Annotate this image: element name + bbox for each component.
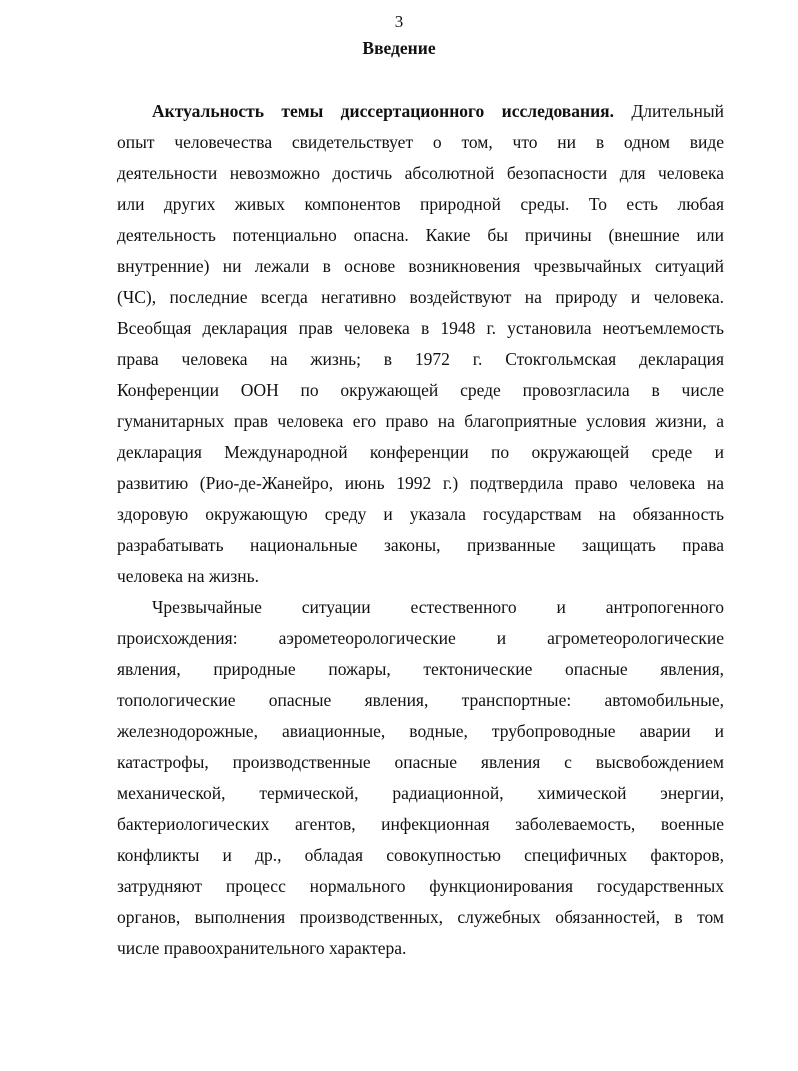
text-line: внутренние) ни лежали в основе возникновения чрезвычайных ситуаций: [117, 256, 724, 276]
text-line: конфликты и др., обладая совокупностью специфичных факторов,: [117, 845, 724, 865]
text-line: механической, термической, радиационной, химической энергии,: [117, 783, 724, 803]
body-text: [117, 96, 724, 964]
text-line: права человека на жизнь; в 1972 г. Стокгольмская декларация: [117, 349, 724, 369]
text-line: деятельность потенциально опасна. Какие бы причины (внешние или: [117, 225, 724, 245]
text-line: человека на жизнь.: [117, 566, 259, 586]
paragraph-lead: Актуальность темы диссертационного исследования.: [152, 101, 614, 121]
section-heading: Введение: [362, 38, 436, 58]
text-line: Всеобщая декларация прав человека в 1948 г. установила неотъемлемость: [117, 318, 724, 338]
text-line: органов, выполнения производственных, служебных обязанностей, в том: [117, 907, 724, 927]
text-line: Конференции ООН по окружающей среде провозгласила в числе: [117, 380, 724, 400]
text-line: числе правоохранительного характера.: [117, 938, 407, 958]
text-line: развитию (Рио-де-Жанейро, июнь 1992 г.) подтвердила право человека на: [117, 473, 724, 493]
text-line: деятельности невозможно достичь абсолютной безопасности для человека: [117, 163, 724, 183]
text-line: топологические опасные явления, транспортные: автомобильные,: [117, 690, 724, 710]
text-line: опыт человечества свидетельствует о том, что ни в одном виде: [117, 132, 724, 152]
text-line: (ЧС), последние всегда негативно воздействуют на природу и человека.: [117, 287, 724, 307]
text-line: здоровую окружающую среду и указала государствам на обязанность: [117, 504, 724, 524]
text-line: Чрезвычайные ситуации естественного и антропогенного: [152, 597, 724, 617]
text-line: гуманитарных прав человека его право на благоприятные условия жизни, а: [117, 411, 724, 431]
text-line: затрудняют процесс нормального функционирования государственных: [117, 876, 724, 896]
text-line: явления, природные пожары, тектонические опасные явления,: [117, 659, 724, 679]
text-line: катастрофы, производственные опасные явления с высвобождением: [117, 752, 724, 772]
text-line: декларация Международной конференции по окружающей среде и: [117, 442, 724, 462]
text-line: бактериологических агентов, инфекционная заболеваемость, военные: [117, 814, 724, 834]
text-line: происхождения: аэрометеорологические и агрометеорологические: [117, 628, 724, 648]
text-line: Актуальность темы диссертационного исследования. Длительный: [152, 101, 725, 121]
page-number: 3: [394, 12, 404, 31]
text-line: железнодорожные, авиационные, водные, трубопроводные аварии и: [117, 721, 724, 741]
text-line: разрабатывать национальные законы, призванные защищать права: [117, 535, 724, 555]
text-line: или других живых компонентов природной среды. То есть любая: [117, 194, 724, 214]
